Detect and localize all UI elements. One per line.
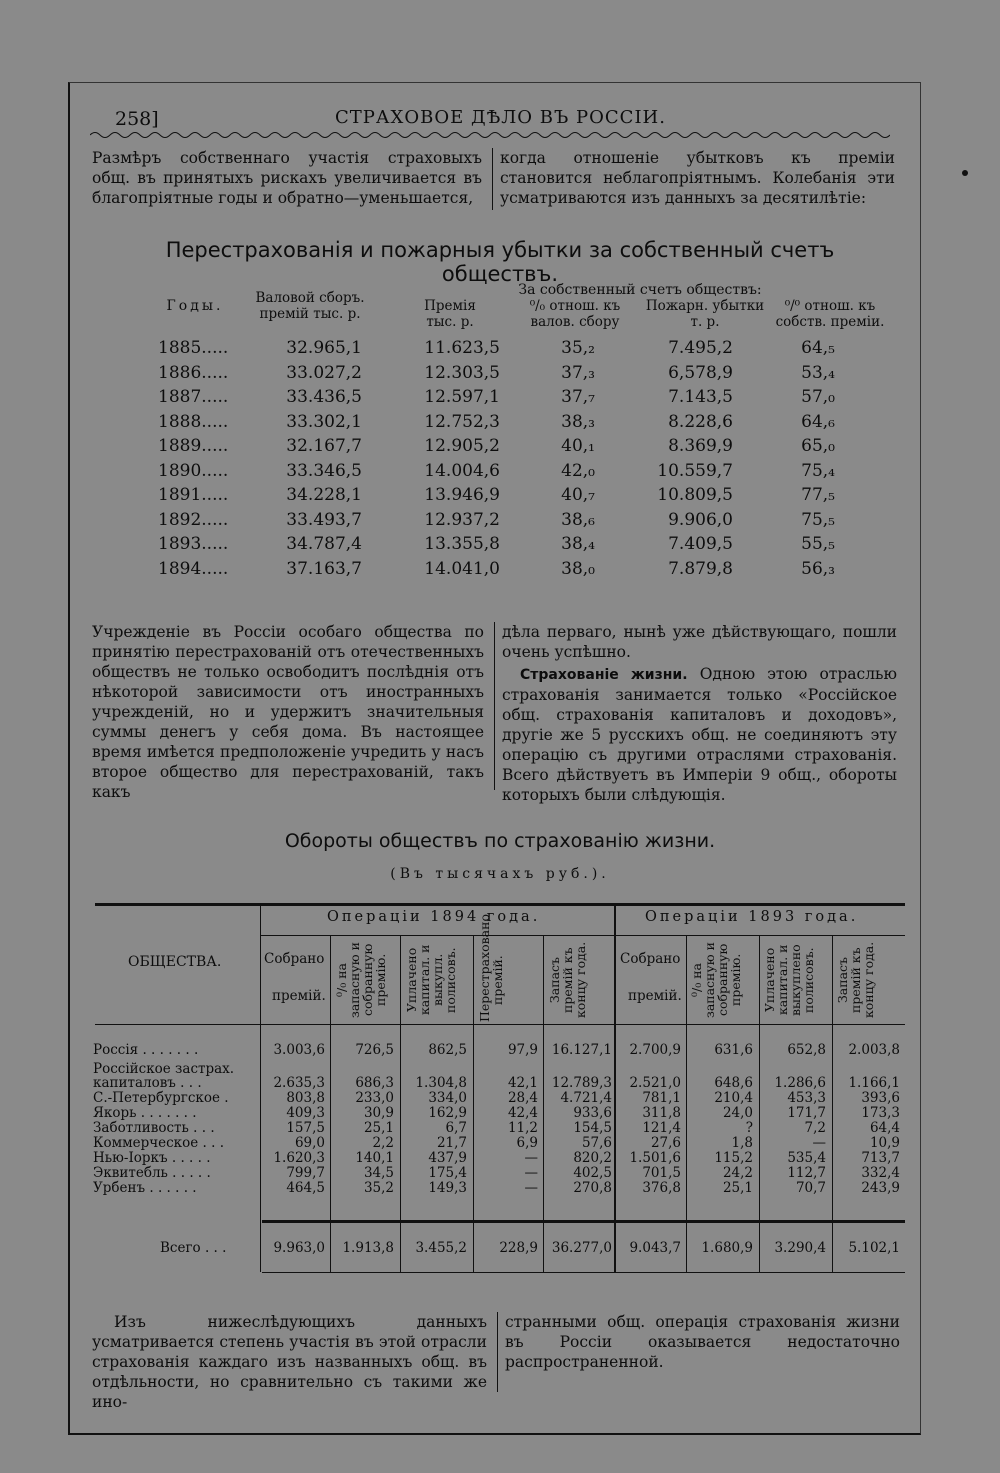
table2-cell-p94: 233,0 — [355, 1090, 394, 1106]
table1-col-years: Годы. — [166, 298, 224, 314]
column-divider — [492, 148, 493, 210]
table2-cell-p94: 1.913,8 — [342, 1240, 394, 1256]
table1-cell-year: 1888..... — [158, 411, 229, 432]
table2-cell-u94: 1.304,8 — [415, 1075, 467, 1091]
table2-cell-z93: 10,9 — [869, 1135, 900, 1151]
table1-cell-gross: 33.302,1 — [286, 411, 362, 432]
table1-row — [0, 412, 1000, 436]
table1-cell-gross: 33.346,5 — [286, 460, 362, 481]
table1-cell-gross: 32.167,7 — [286, 436, 362, 456]
table2-vline — [330, 935, 331, 1272]
table1-row — [0, 363, 1000, 387]
table1-cell-fire: 7.495,2 — [668, 338, 733, 358]
table2-cell-name: Заботливость . . . — [93, 1120, 215, 1136]
table2-cell-p93: 648,6 — [714, 1075, 753, 1091]
table2-cell-z93: 393,6 — [861, 1090, 900, 1106]
table2-cell-z94: 12.789,3 — [551, 1075, 612, 1091]
table1-cell-prem: 11.623,5 — [424, 338, 500, 358]
table2-col-company: ОБЩЕСТВА. — [128, 954, 222, 970]
table2-h-reserve-94: Запасъ премій къ концу года. — [547, 941, 588, 1019]
table2-cell-c94: 803,8 — [286, 1090, 325, 1106]
table1-cell-gross: 33.436,5 — [286, 387, 362, 407]
table1-cell-year: 1889..... — [158, 436, 229, 456]
table2-cell-c93: 376,8 — [642, 1180, 681, 1196]
table2-cell-u94: 6,7 — [445, 1120, 467, 1136]
table2-h-reserve-93: Запасъ премій къ концу года. — [835, 941, 876, 1019]
table2-cell-z94: 16.127,1 — [551, 1042, 612, 1058]
intro-right-column — [500, 148, 895, 208]
table1-cell-fire: 7.409,5 — [668, 534, 733, 554]
table2-cell-u93: 1.286,6 — [774, 1075, 826, 1091]
table1-cell-fire: 9.906,0 — [668, 509, 733, 530]
table1-cell-pct: 38,₄ — [561, 534, 595, 554]
table2-cell-z93: 64,4 — [869, 1120, 900, 1136]
table2-cell-u93: — — [812, 1135, 826, 1151]
table1-cell-pct: 38,₀ — [561, 558, 595, 579]
table1-cell-pct: 37,₃ — [561, 362, 595, 383]
table1-cell-prem: 12.752,3 — [424, 411, 500, 432]
table1-group-header: За собственный счетъ обществъ: — [518, 282, 762, 298]
table1-col-pct-gross: ⁰/₀ отнош. къ валов. сбору — [529, 298, 621, 330]
table1-col-pct-prem: ⁰/⁰ отнош. къ собств. преміи. — [775, 298, 885, 330]
table2-cell-u93: 3.290,4 — [774, 1240, 826, 1256]
table2-cell-c93: 9.043,7 — [629, 1240, 681, 1256]
table2-cell-p93: 210,4 — [714, 1090, 753, 1106]
table2-cell-z94: 154,5 — [573, 1120, 612, 1136]
table2-h-premiums-93: премій. — [628, 988, 682, 1004]
table2-cell-u94: 149,3 — [428, 1180, 467, 1196]
table1-cell-prem: 12.937,2 — [424, 509, 500, 530]
table2-cell-c94: 409,3 — [286, 1105, 325, 1121]
table2-cell-r94: — — [524, 1165, 538, 1181]
table1-cell-fire: 7.879,8 — [668, 558, 733, 579]
table2-cell-c94: 9.963,0 — [273, 1240, 325, 1256]
table1-cell-year: 1893..... — [158, 534, 229, 554]
table1-cell-year: 1894..... — [158, 558, 229, 579]
table2-cell-p93: 1,8 — [731, 1135, 753, 1151]
table1-cell-pct2: 75,₅ — [801, 509, 835, 530]
table2-cell-c93: 2.700,9 — [629, 1042, 681, 1058]
table2-cell-c94: 2.635,3 — [273, 1075, 325, 1091]
table2-cell-p94: 2,2 — [372, 1135, 394, 1151]
table1-cell-prem: 12.303,5 — [424, 362, 500, 383]
table2-h-paid-93: Уплачено капитал. и выкуплено полисовъ. — [762, 944, 816, 1016]
table2-vline — [260, 905, 261, 1272]
table2-cell-u94: 175,4 — [428, 1165, 467, 1181]
table2-total-rule — [262, 1220, 905, 1223]
table2-group-1893: Операціи 1893 года. — [645, 909, 859, 925]
table2-vline — [759, 935, 760, 1272]
bottom-left-text: Изъ нижеслѣдующихъ данныхъ усматривается степень участія въ этой отрасли страхованія каждаго изъ названныхъ общ. въ отдѣльности, но сравнительно съ такими же ино- — [92, 1313, 487, 1411]
table2-cell-p93: 25,1 — [722, 1180, 753, 1196]
table1-cell-prem: 14.041,0 — [424, 558, 500, 579]
table1-cell-fire: 10.559,7 — [657, 460, 733, 481]
table2-cell-name: Эквитебль . . . . . — [93, 1165, 211, 1181]
table2-cell-z94: 402,5 — [573, 1165, 612, 1181]
table2-cell-c93: 781,1 — [642, 1090, 681, 1106]
table2-subtitle: (Въ тысячахъ руб.). — [390, 866, 610, 882]
table1-cell-pct2: 53,₄ — [801, 362, 835, 383]
table2-h-reins-94: Перестраховано премій. — [477, 914, 505, 1022]
table2-cell-p94: 30,9 — [363, 1105, 394, 1121]
table1-cell-pct: 40,₇ — [561, 485, 595, 505]
table2-cell-p94: 34,5 — [363, 1165, 394, 1181]
table1-cell-pct2: 55,₅ — [801, 534, 835, 554]
table1-cell-year: 1891..... — [158, 485, 229, 505]
intro-left-column — [92, 148, 482, 208]
table1-cell-pct: 38,₃ — [561, 411, 595, 432]
table2-h-pct-reserve-94: ⁰/₀ на запасную и собранную премію. — [334, 942, 388, 1018]
table1-cell-prem: 12.597,1 — [424, 387, 500, 407]
table2-title: Обороты обществъ по страхованію жизни. — [284, 830, 716, 852]
wavy-rule — [90, 130, 890, 140]
table1-cell-prem: 12.905,2 — [424, 436, 500, 456]
table2-cell-u93: 171,7 — [787, 1105, 826, 1121]
table2-cell-u93: 453,3 — [787, 1090, 826, 1106]
table2-cell-name: Россія . . . . . . . — [93, 1042, 199, 1058]
table2-cell-u93: 112,7 — [787, 1165, 826, 1181]
table1-cell-gross: 34.228,1 — [286, 485, 362, 505]
mid-left-text: Учрежденіе въ Россіи особаго общества по принятію перестрахованій отъ отечественныхъ обществъ не только освободитъ послѣднія отъ нѣкоторой зависимости отъ иностранныхъ учрежденій, но и удержитъ значительныя суммы денегъ у себя дома. Въ настоящее время имѣется предположеніе учредить у насъ второе общество для перестрахованій, такъ какъ — [92, 623, 484, 801]
mid-right-text-2: Одною этою отраслью страхованія занимается только «Россійское общ. страхованія капиталовъ и доходовъ», другіе же 5 русскихъ общ. не соединяютъ эту операцію съ другими отраслями страхованія. Всего дѣйствуетъ въ Имперіи 9 общ., обороты которыхъ были слѣдующія. — [502, 665, 897, 804]
table1-cell-pct2: 77,₅ — [801, 485, 835, 505]
table2-cell-p93: 115,2 — [714, 1150, 753, 1166]
table2-cell-c94: 157,5 — [286, 1120, 325, 1136]
table1-cell-gross: 33.493,7 — [286, 509, 362, 530]
table1-cell-year: 1887..... — [158, 387, 229, 407]
table2-cell-c94: 464,5 — [286, 1180, 325, 1196]
table1-cell-pct: 35,₂ — [561, 338, 595, 358]
table2-cell-name: Урбенъ . . . . . . — [93, 1180, 197, 1196]
table1-row — [0, 559, 1000, 583]
table2-cell-name: Россійское застрах. — [93, 1061, 235, 1077]
table2-group-rule — [260, 935, 905, 936]
table2-cell-p94: 686,3 — [355, 1075, 394, 1091]
table2-cell-z94: 933,6 — [573, 1105, 612, 1121]
table2-cell-z94: 57,6 — [581, 1135, 612, 1151]
table1-cell-pct: 38,₆ — [561, 509, 595, 530]
table1-cell-pct2: 64,₅ — [801, 338, 835, 358]
table2-cell-r94: 42,4 — [507, 1105, 538, 1121]
table2-cell-name: Якорь . . . . . . . — [93, 1105, 197, 1121]
table1-cell-year: 1885..... — [158, 338, 229, 358]
table2-cell-p93: 24,0 — [722, 1105, 753, 1121]
table1-cell-fire: 7.143,5 — [668, 387, 733, 407]
mid-right-column — [502, 622, 897, 805]
table1-cell-fire: 10.809,5 — [657, 485, 733, 505]
intro-right-text: когда отношеніе убытковъ къ преміи становится неблагопріятнымъ. Колебанія эти усматриваются изъ данныхъ за десятилѣтіе: — [500, 149, 895, 207]
table2-cell-r94: 28,4 — [507, 1090, 538, 1106]
column-divider — [497, 1312, 498, 1392]
table2-cell-z93: 5.102,1 — [848, 1240, 900, 1256]
table2-cell-name: Нью-Іоркъ . . . . . — [93, 1150, 211, 1166]
table2-bottom-rule — [262, 1272, 905, 1273]
table2-cell-r94: 228,9 — [499, 1240, 538, 1256]
table2-cell-c93: 701,5 — [642, 1165, 681, 1181]
table2-cell-z93: 713,7 — [861, 1150, 900, 1166]
table2-vline — [473, 935, 474, 1272]
table1-cell-year: 1886..... — [158, 362, 229, 383]
table2-cell-r94: — — [524, 1180, 538, 1196]
table1-cell-fire: 8.369,9 — [668, 436, 733, 456]
table2-cell-p93: 1.680,9 — [701, 1240, 753, 1256]
table2-group-1894: Операціи 1894 года. — [327, 909, 541, 925]
table2-vline — [614, 905, 616, 1272]
mid-right-text-1: дѣла перваго, нынѣ уже дѣйствующаго, пошли очень успѣшно. — [502, 623, 897, 661]
table2-cell-z94: 36.277,0 — [551, 1240, 612, 1256]
table2-cell-u94: 334,0 — [428, 1090, 467, 1106]
table2-cell-z93: 1.166,1 — [848, 1075, 900, 1091]
table2-vline — [400, 935, 401, 1272]
table2-h-paid-94: Уплачено капитал. и выкупл. полисовъ. — [404, 944, 458, 1016]
table1-row — [0, 461, 1000, 485]
table2-cell-name: Всего . . . — [160, 1240, 227, 1256]
table2-cell-name: Коммерческое . . . — [93, 1135, 224, 1151]
table2-cell-u94: 3.455,2 — [415, 1240, 467, 1256]
table1-col-gross: Валовой сборъ. премій тыс. р. — [255, 290, 365, 322]
table2-cell-z94: 820,2 — [573, 1150, 612, 1166]
table2-cell-r94: 97,9 — [507, 1042, 538, 1058]
page-number: 258] — [115, 108, 159, 130]
intro-left-text: Размѣръ собственнаго участія страховыхъ общ. въ принятыхъ рискахъ увеличивается въ благопріятные годы и обратно—уменьшается, — [92, 149, 482, 207]
table1-cell-pct2: 75,₄ — [801, 460, 835, 481]
section-heading-life-insurance: Страхованіе жизни. — [520, 667, 688, 683]
table2-cell-p93: 631,6 — [714, 1042, 753, 1058]
running-title: СТРАХОВОЕ ДѢЛО ВЪ РОССІИ. — [335, 107, 666, 128]
table1-cell-pct: 42,₀ — [561, 460, 595, 481]
table2-cell-u94: 21,7 — [436, 1135, 467, 1151]
table2-cell-c93: 311,8 — [642, 1105, 681, 1121]
table1-cell-year: 1892..... — [158, 509, 229, 530]
table1-row — [0, 534, 1000, 558]
table2-vline — [543, 935, 544, 1272]
table2-cell-name: С.-Петербургское . — [93, 1090, 229, 1106]
table1-col-premium: Премія тыс. р. — [424, 298, 476, 330]
column-divider — [494, 622, 495, 790]
table2-top-rule — [95, 903, 905, 906]
table2-cell-z93: 332,4 — [861, 1165, 900, 1181]
table1-cell-pct: 40,₁ — [561, 436, 595, 456]
table2-cell-u94: 437,9 — [428, 1150, 467, 1166]
table2-cell-u93: 7,2 — [804, 1120, 826, 1136]
mid-left-column — [92, 622, 484, 802]
table2-cell-r94: 42,1 — [507, 1075, 538, 1091]
table1-cell-pct2: 57,₀ — [801, 387, 835, 407]
table1-row — [0, 338, 1000, 362]
table1-row — [0, 436, 1000, 460]
table1-col-fire: Пожарн. убытки т. р. — [645, 298, 765, 330]
table2-cell-c94: 3.003,6 — [273, 1042, 325, 1058]
table2-cell-u93: 535,4 — [787, 1150, 826, 1166]
table2-cell-c94: 799,7 — [286, 1165, 325, 1181]
table2-cell-z94: 4.721,4 — [560, 1090, 612, 1106]
table1-cell-prem: 13.355,8 — [424, 534, 500, 554]
table1-cell-gross: 32.965,1 — [286, 338, 362, 358]
table2-h-collected-94: Собрано — [264, 951, 325, 967]
table1-cell-gross: 33.027,2 — [286, 362, 362, 383]
table2-cell-p94: 726,5 — [355, 1042, 394, 1058]
table2-cell-z93: 243,9 — [861, 1180, 900, 1196]
table1-cell-year: 1890..... — [158, 460, 229, 481]
table2-cell-p93: 24,2 — [722, 1165, 753, 1181]
table2-h-collected-93: Собрано — [620, 951, 681, 967]
table2-cell-z94: 270,8 — [573, 1180, 612, 1196]
table2-cell-u93: 70,7 — [795, 1180, 826, 1196]
table1-title: Перестрахованія и пожарныя убытки за собственный счетъ обществъ. — [165, 238, 835, 286]
bottom-left-column — [92, 1312, 487, 1412]
table2-cell-c93: 2.521,0 — [629, 1075, 681, 1091]
table2-cell-c94: 69,0 — [294, 1135, 325, 1151]
table1-row — [0, 510, 1000, 534]
table2-cell-u94: 162,9 — [428, 1105, 467, 1121]
table1-row — [0, 387, 1000, 411]
table1-cell-prem: 14.004,6 — [424, 460, 500, 481]
table2-vline — [832, 935, 833, 1272]
table2-cell-r94: 11,2 — [507, 1120, 538, 1136]
table2-h-premiums-94: премій. — [272, 988, 326, 1004]
table2-cell-p94: 140,1 — [355, 1150, 394, 1166]
ink-spot — [962, 170, 968, 176]
table2-cell-c93: 1.501,6 — [629, 1150, 681, 1166]
bottom-right-column — [505, 1312, 900, 1372]
table1-cell-fire: 6,578,9 — [668, 362, 733, 383]
table1-cell-pct2: 56,₃ — [801, 558, 835, 579]
table2-cell-name: капиталовъ . . . — [93, 1075, 202, 1091]
table2-cell-p94: 35,2 — [363, 1180, 394, 1196]
table1-cell-gross: 34.787,4 — [286, 534, 362, 554]
table2-cell-p94: 25,1 — [363, 1120, 394, 1136]
table2-cell-r94: 6,9 — [516, 1135, 538, 1151]
table2-cell-z93: 2.003,8 — [848, 1042, 900, 1058]
table2-vline — [686, 935, 687, 1272]
table1-cell-gross: 37.163,7 — [286, 558, 362, 579]
table2-header-rule — [95, 1024, 905, 1025]
table1-cell-pct2: 65,₀ — [801, 436, 835, 456]
table2-cell-r94: — — [524, 1150, 538, 1166]
bottom-right-text: странными общ. операція страхованія жизни въ Россіи оказывается недостаточно распространенной. — [505, 1313, 900, 1371]
table2-cell-c93: 121,4 — [642, 1120, 681, 1136]
table2-cell-u93: 652,8 — [787, 1042, 826, 1058]
table2-cell-p93: ? — [745, 1120, 753, 1136]
table1-cell-pct: 37,₇ — [561, 387, 595, 407]
table2-cell-c93: 27,6 — [650, 1135, 681, 1151]
table2-h-pct-reserve-93: ⁰/₀ на запасную и собранную премію. — [689, 942, 743, 1018]
table1-cell-fire: 8.228,6 — [668, 411, 733, 432]
table1-cell-prem: 13.946,9 — [424, 485, 500, 505]
table1-row — [0, 485, 1000, 509]
table2-cell-c94: 1.620,3 — [273, 1150, 325, 1166]
table1-cell-pct2: 64,₆ — [801, 411, 835, 432]
table2-cell-z93: 173,3 — [861, 1105, 900, 1121]
table2-cell-u94: 862,5 — [428, 1042, 467, 1058]
